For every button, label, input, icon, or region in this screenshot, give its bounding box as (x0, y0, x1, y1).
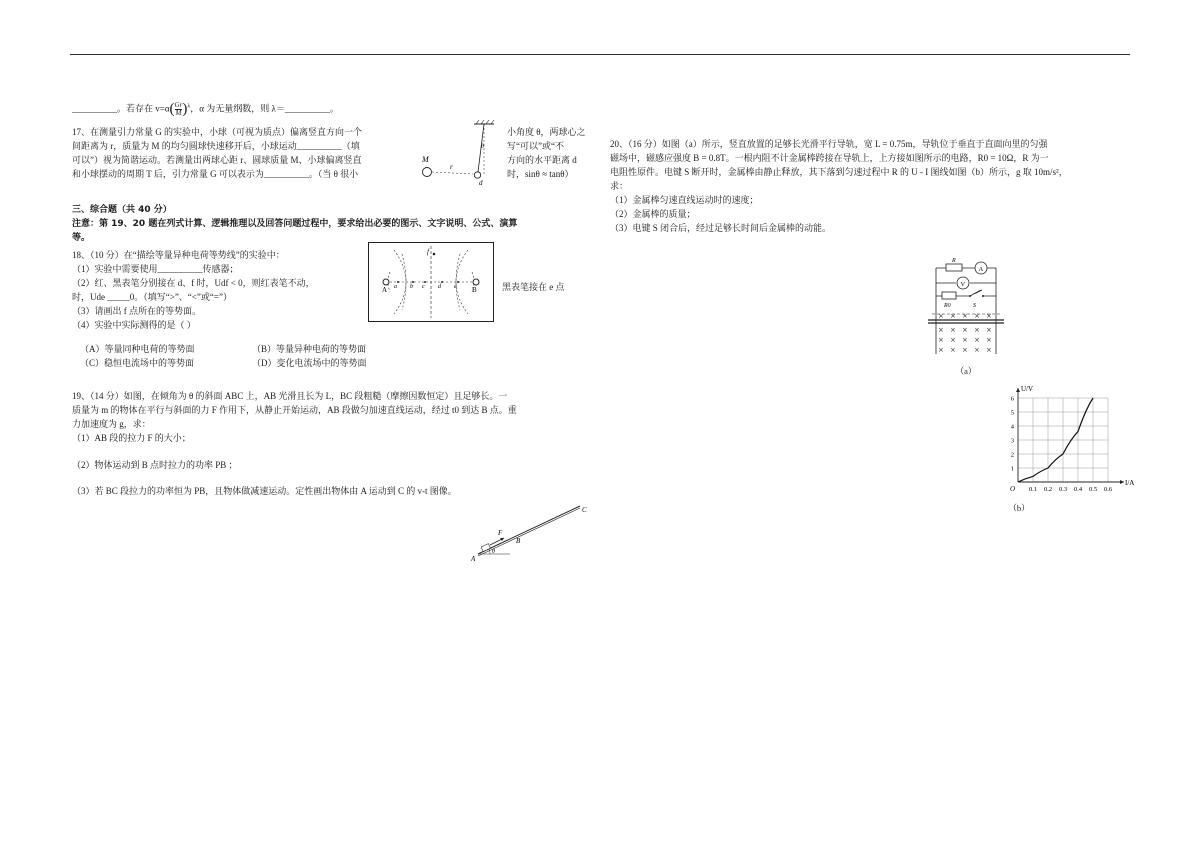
q20-text (610, 138, 1068, 236)
origin-label: O (1010, 485, 1016, 493)
q16-alpha: α (164, 103, 170, 114)
q20-ui-chart (996, 384, 1146, 515)
y-tick-label: 1 (1010, 465, 1014, 473)
section-3-note-2: 等。 (72, 233, 91, 243)
q16-blank2: __________ (284, 103, 330, 114)
q17-line-4: 和小球摆动的周期 T 后，引力常量 G 可以表示为__________。（当 θ 很小 (72, 169, 359, 179)
y-tick-label: 5 (1010, 409, 1014, 417)
q19-incline-figure (468, 498, 598, 562)
q20a-label-R0: R0 (944, 303, 951, 309)
q19-sub-3: （3）若 BC 段拉力的功率恒为 PB，且物体做减速运动。定性画出物体由 A 运动到 C 的 v-t 图像。 (72, 486, 457, 496)
svg-text:×: × (938, 312, 944, 320)
x-axis-label: I/A (1125, 479, 1135, 487)
q20-circuit-figure-a (926, 254, 1006, 378)
section-3-title: 三、综合题（共 40 分） (72, 205, 172, 215)
q20-sub-1: （1）金属棒匀速直线运动时的速度； (610, 195, 759, 205)
q18-label-f: f (427, 248, 429, 256)
q20a-label-R: R (952, 258, 956, 264)
svg-text:×: × (938, 326, 944, 334)
q18-line-6: （4）实验中实际测得的是（ ） (72, 320, 196, 330)
q18-label-A: A (382, 286, 388, 294)
svg-text:×: × (950, 312, 956, 320)
q16-exp: λ (187, 103, 191, 110)
q19-label-B: B (516, 537, 521, 545)
q18-equipotential-figure (368, 242, 494, 322)
ui-chart-svg (996, 384, 1146, 504)
q20-line-4: 求： (610, 181, 629, 191)
x-tick-label: 0.2 (1043, 486, 1053, 493)
y-tick-label: 3 (1010, 437, 1014, 445)
q17-label-d: d (479, 179, 483, 187)
svg-text:×: × (986, 336, 992, 344)
q18-label-d: d (438, 284, 441, 290)
q18-options (72, 343, 367, 371)
q18-right-text: 黑表笔接在 e 点 (502, 282, 565, 292)
svg-text:×: × (950, 326, 956, 334)
q16-fraction: $\frac{Gr}{M}$ (174, 101, 183, 118)
y-axis-arrow (1016, 388, 1020, 392)
q18-option-c: （C）稳恒电流场中的等势面 (80, 358, 195, 368)
q18-line-2: （1）实验中需要使用__________传感器； (72, 264, 239, 274)
x-tick-label: 0.4 (1073, 486, 1083, 493)
x-tick-label: 0.1 (1028, 486, 1038, 493)
svg-text:×: × (974, 346, 980, 354)
q18-label-e: e (454, 284, 457, 290)
q20-line-3: 电阻性原件。电键 S 断开时，金属棒由静止释放，其下落到匀速过程中 R 的 U - I 图线如图（b）所示，g 取 10m/s²， (610, 167, 1068, 177)
q20-figure-a-caption: （a） (955, 366, 977, 376)
q18-option-a: （A）等量同种电荷的等势面 (80, 344, 195, 354)
q16-blank: __________ (72, 103, 117, 114)
y-tick-label: 4 (1010, 423, 1014, 431)
q19-label-A: A (471, 555, 476, 562)
q18-label-a: a (394, 284, 397, 290)
svg-text:×: × (938, 346, 944, 354)
q17-line-3: 可以”）视为简谐运动。若测量出两球心距 r、圆球质量 M、小球偏离竖直 (72, 155, 362, 165)
q18-label-B: B (472, 286, 477, 294)
y-tick-label: 2 (1010, 451, 1014, 459)
svg-text:×: × (962, 336, 968, 344)
x-tick-label: 0.3 (1058, 486, 1068, 493)
q20-sub-2: （2）金属棒的质量； (610, 209, 696, 219)
svg-text:×: × (950, 336, 956, 344)
q20-line-1: 20、（16 分）如图（a）所示，竖直放置的足够长光滑平行导轨，宽 L = 0.75m，导轨位于垂直于直面向里的匀强 (610, 139, 1048, 149)
q20a-label-A: A (978, 266, 984, 273)
q16-text-b: ，α 为无量纲数，则 λ＝ (190, 103, 285, 114)
q19-sub-1: （1）AB 段的拉力 F 的大小； (72, 433, 191, 443)
svg-text:×: × (986, 312, 992, 320)
q19-line-2: 质量为 m 的物体在平行与斜面的力 F 作用下，从静止开始运动，AB 段做匀加速直线运动，经过 t0 到达 B 点。重 (72, 405, 517, 415)
svg-text:×: × (962, 346, 968, 354)
q17-right-line-4: 时，sinθ ≈ tanθ） (507, 169, 574, 179)
q20a-label-V: V (960, 281, 966, 288)
svg-text:×: × (986, 346, 992, 354)
q17-right-line-3: 方向的水平距离 d (507, 155, 577, 165)
q17-label-theta: θ (481, 144, 484, 150)
q17-right-text (507, 126, 586, 182)
q20-sub-3: （3）电键 S 闭合后，经过足够长时间后金属棒的动能。 (610, 223, 832, 233)
q20-line-2: 磁场中，磁感应强度 B = 0.8T。一根内阻不计金属棒跨接在导轨上，上方接如图所示的电路，R0 = 10Ω，R 为一 (610, 153, 1049, 163)
section-3-note-1: 注意：第 19、20 题在列式计算、逻辑推理以及回答问题过程中，要求给出必要的图示、文字说明、公式、演算 (72, 219, 518, 229)
y-axis-label: U/V (1021, 385, 1034, 393)
q16-text-a: 。若存在 v= (117, 103, 165, 114)
x-tick-label: 0.5 (1088, 486, 1098, 493)
q18-text (72, 249, 315, 333)
svg-text:×: × (962, 312, 968, 320)
svg-text:×: × (962, 326, 968, 334)
q16-tail: __________。若存在 v=α( $\frac{Gr}{M}$ )$^\lambda$，α 为无量纲数，则 λ＝__________。 (72, 101, 339, 118)
q19-line-1: 19、（14 分）如图，在倾角为 θ 的斜面 ABC 上，AB 光滑且长为 L，BC 段粗糙（摩擦因数恒定）且足够长。一 (72, 391, 508, 401)
q19-label-C: C (582, 506, 587, 514)
q17-label-r: r (450, 163, 453, 171)
q18-line-4: 时，Ude _____0。（填写“>”、“<”或“=”） (72, 292, 232, 302)
q17-text (72, 126, 362, 182)
x-axis-arrow (1120, 480, 1124, 484)
y-tick-label: 6 (1010, 395, 1014, 403)
svg-text:×: × (950, 346, 956, 354)
svg-text:×: × (974, 336, 980, 344)
header-rule (70, 54, 1130, 55)
q19-text (72, 390, 517, 446)
q18-option-b: （B）等量异种电荷的等势面 (252, 344, 367, 354)
q17-line-1: 17、在测量引力常量 G 的实验中，小球（可视为质点）偏离竖直方向一个 (72, 127, 363, 137)
q19-label-theta: θ (492, 549, 495, 555)
svg-text:×: × (974, 312, 980, 320)
q19-line-3: 力加速度为 g，求： (72, 419, 151, 429)
q18-option-d: （D）变化电流场中的等势面 (252, 358, 367, 368)
svg-text:×: × (986, 326, 992, 334)
q17-right-line-2: 写“可以”或“不 (507, 141, 564, 151)
svg-text:×: × (938, 336, 944, 344)
q20a-label-S: S (973, 303, 976, 309)
q18-label-c: c (422, 284, 425, 290)
q19-label-F: F (498, 529, 503, 537)
q18-line-5: （3）请画出 f 点所在的等势面。 (72, 306, 201, 316)
q17-pendulum-figure (418, 118, 498, 188)
q19-sub-2: （2）物体运动到 B 点时拉力的功率 PB ； (72, 460, 238, 470)
q18-label-b: b (410, 284, 413, 290)
svg-text:×: × (974, 326, 980, 334)
q18-line-1: 18、（10 分）在“描绘等量异种电荷等势线”的实验中： (72, 250, 285, 260)
x-tick-label: 0.6 (1103, 486, 1113, 493)
section-3-header (72, 204, 517, 246)
q17-right-line-1: 小角度 θ，两球心之 (507, 127, 586, 137)
q20-figure-b-caption: （b） (1008, 503, 1030, 513)
q17-label-M: M (422, 155, 429, 164)
q18-line-3: （2）红、黑表笔分别接在 d、f 时，Udf < 0，则红表笔不动， (72, 278, 315, 288)
q17-line-2: 间距离为 r，质量为 M 的均匀圆球快速移开后，小球运动__________（填 (72, 141, 360, 151)
